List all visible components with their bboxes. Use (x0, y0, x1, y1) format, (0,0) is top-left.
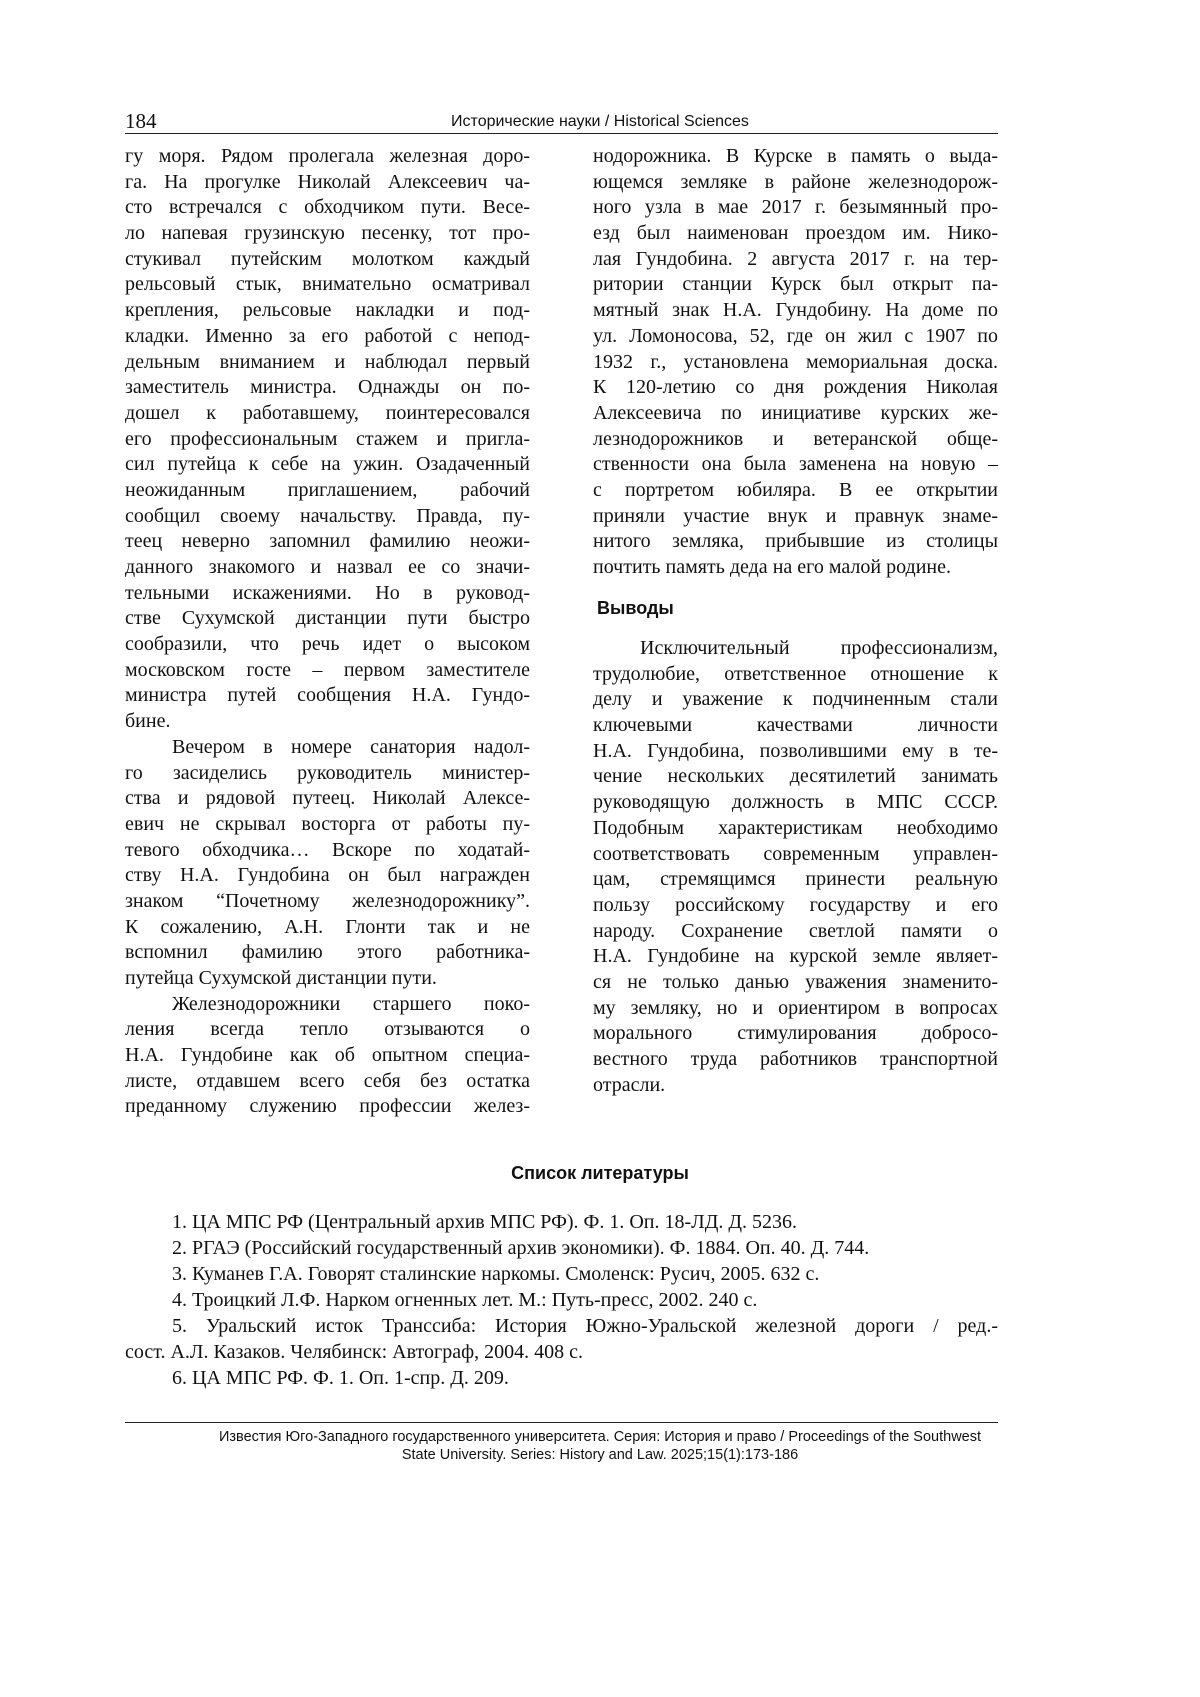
text-line: мятный знак Н.А. Гундобину. На доме по (593, 298, 998, 324)
text-line: га. На прогулке Николай Алексеевич ча- (125, 170, 530, 196)
reference-item (125, 1365, 998, 1391)
paragraph (593, 636, 998, 1098)
text-line: почтить память деда на его малой родине. (593, 555, 998, 581)
header-divider (125, 133, 998, 134)
text-line: сообразили, что речь идет о высоком (125, 632, 530, 658)
text-line: рельсовый стык, внимательно осматривал (125, 272, 530, 298)
text-line: делу и уважение к подчиненным стали (593, 687, 998, 713)
reference-item (125, 1261, 998, 1287)
text-line: московском госте – первом заместителе (125, 658, 530, 684)
text-line: Н.А. Гундобине на курской земле являет- (593, 944, 998, 970)
text-line: ству Н.А. Гундобина он был награжден (125, 863, 530, 889)
text-line: ул. Ломоносова, 52, где он жил с 1907 по (593, 324, 998, 350)
reference-line: сост. А.Л. Казаков. Челябинск: Автограф, 2004. 408 с. (125, 1339, 998, 1365)
text-line: го засиделись руководитель министер- (125, 761, 530, 787)
text-line: цам, стремящимся принести реальную (593, 867, 998, 893)
reference-line: 6. ЦА МПС РФ. Ф. 1. Оп. 1-спр. Д. 209. (125, 1365, 998, 1391)
text-line: с портретом юбиляра. В ее открытии (593, 478, 998, 504)
text-line: трудолюбие, ответственное отношение к (593, 662, 998, 688)
text-line: его профессиональным стажем и пригла- (125, 427, 530, 453)
text-line: крепления, рельсовые накладки и под- (125, 298, 530, 324)
text-line: бине. (125, 709, 530, 735)
text-line: К 120-летию со дня рождения Николая (593, 375, 998, 401)
text-line: Н.А. Гундобине как об опытном специа- (125, 1043, 530, 1069)
text-line: министра путей сообщения Н.А. Гундо- (125, 683, 530, 709)
text-line: му земляку, но и ориентиром в вопросах (593, 996, 998, 1022)
text-line: стукивал путейским молотком каждый (125, 247, 530, 273)
text-line: кладки. Именно за его работой с непод- (125, 324, 530, 350)
text-line: ного узла в мае 2017 г. безымянный про- (593, 195, 998, 221)
text-line: вспомнил фамилию этого работника- (125, 940, 530, 966)
text-line: тельными искажениями. Но в руковод- (125, 581, 530, 607)
text-line: Подобным характеристикам необходимо (593, 816, 998, 842)
text-line: дельным вниманием и наблюдал первый (125, 350, 530, 376)
conclusions-body (593, 636, 998, 1098)
text-line: вестного труда работников транспортной (593, 1047, 998, 1073)
text-line: Исключительный профессионализм, (593, 636, 998, 662)
footer-line: Известия Юго-Западного государственного университета. Серия: История и право / Proceedings of the Southwest (0, 1428, 1200, 1446)
text-line: руководящую должность в МПС СССР. (593, 790, 998, 816)
text-line: стве Сухумской дистанции пути быстро (125, 606, 530, 632)
text-line: ющемся земляке в районе железнодорож- (593, 170, 998, 196)
right-column (593, 144, 998, 581)
text-line: приняли участие внук и правнук знаме- (593, 504, 998, 530)
text-line: народу. Сохранение светлой памяти о (593, 919, 998, 945)
text-line: ственности она была заменена на новую – (593, 452, 998, 478)
text-line: нитого земляка, прибывшие из столицы (593, 529, 998, 555)
text-line: 1932 г., установлена мемориальная доска. (593, 350, 998, 376)
text-line: сто встречался с обходчиком пути. Весе- (125, 195, 530, 221)
references-list (125, 1209, 998, 1391)
text-line: нодорожника. В Курске в память о выда- (593, 144, 998, 170)
text-line: К сожалению, А.Н. Глонти так и не (125, 915, 530, 941)
text-line: ло напевая грузинскую песенку, тот про- (125, 221, 530, 247)
reference-item (125, 1287, 998, 1313)
footer-line: State University. Series: History and Law. 2025;15(1):173-186 (0, 1446, 1200, 1464)
text-line: лезнодорожников и ветеранской обще- (593, 427, 998, 453)
conclusions-heading: Выводы (597, 598, 674, 619)
text-line: сообщил своему начальству. Правда, пу- (125, 504, 530, 530)
reference-line: 1. ЦА МПС РФ (Центральный архив МПС РФ). Ф. 1. Оп. 18-ЛД. Д. 5236. (125, 1209, 998, 1235)
text-line: заместитель министра. Однажды он по- (125, 375, 530, 401)
text-line: Железнодорожники старшего поко- (125, 992, 530, 1018)
text-line: Вечером в номере санатория надол- (125, 735, 530, 761)
text-line: сил путейца к себе на ужин. Озадаченный (125, 452, 530, 478)
footer-citation (0, 1428, 1200, 1464)
paragraph (125, 735, 530, 992)
text-line: ления всегда тепло отзываются о (125, 1017, 530, 1043)
reference-line: 4. Троицкий Л.Ф. Нарком огненных лет. М.: Путь-пресс, 2002. 240 с. (125, 1287, 998, 1313)
text-line: тевого обходчика… Вскоре по ходатай- (125, 838, 530, 864)
text-line: пользу российскому государству и его (593, 893, 998, 919)
text-line: морального стимулирования добросо- (593, 1021, 998, 1047)
reference-line: 5. Уральский исток Транссиба: История Южно-Уральской железной дороги / ред.- (125, 1313, 998, 1339)
text-line: ритории станции Курск был открыт па- (593, 272, 998, 298)
text-line: данного знакомого и назвал ее со значи- (125, 555, 530, 581)
reference-item (125, 1313, 998, 1365)
text-line: езд был наименован проездом им. Нико- (593, 221, 998, 247)
text-line: Алексеевича по инициативе курских же- (593, 401, 998, 427)
text-line: путейца Сухумской дистанции пути. (125, 966, 530, 992)
text-line: неожиданным приглашением, рабочий (125, 478, 530, 504)
running-title: Исторические науки / Historical Sciences (0, 113, 1200, 131)
text-line: ся не только данью уважения знаменито- (593, 970, 998, 996)
paragraph (593, 144, 998, 581)
text-line: чение нескольких десятилетий занимать (593, 764, 998, 790)
text-line: гу моря. Рядом пролегала железная доро- (125, 144, 530, 170)
left-column (125, 144, 530, 1120)
footer-divider (125, 1422, 998, 1423)
text-line: ства и рядовой путеец. Николай Алексе- (125, 786, 530, 812)
text-line: листе, отдавшем всего себя без остатка (125, 1069, 530, 1095)
reference-line: 2. РГАЭ (Российский государственный архив экономики). Ф. 1884. Оп. 40. Д. 744. (125, 1235, 998, 1261)
text-line: дошел к работавшему, поинтересовался (125, 401, 530, 427)
paragraph (125, 144, 530, 735)
text-line: соответствовать современным управлен- (593, 842, 998, 868)
reference-item (125, 1209, 998, 1235)
text-line: евич не скрывал восторга от работы пу- (125, 812, 530, 838)
reference-line: 3. Куманев Г.А. Говорят сталинские наркомы. Смоленск: Русич, 2005. 632 с. (125, 1261, 998, 1287)
text-line: отрасли. (593, 1073, 998, 1099)
page-number: 184 (125, 109, 157, 134)
text-line: ключевыми качествами личности (593, 713, 998, 739)
text-line: Н.А. Гундобина, позволившими ему в те- (593, 739, 998, 765)
text-line: знаком “Почетному железнодорожнику”. (125, 889, 530, 915)
text-line: лая Гундобина. 2 августа 2017 г. на тер- (593, 247, 998, 273)
text-line: преданному служению профессии желез- (125, 1094, 530, 1120)
reference-item (125, 1235, 998, 1261)
text-line: теец неверно запомнил фамилию неожи- (125, 529, 530, 555)
references-heading: Список литературы (0, 1163, 1200, 1184)
paragraph (125, 992, 530, 1120)
